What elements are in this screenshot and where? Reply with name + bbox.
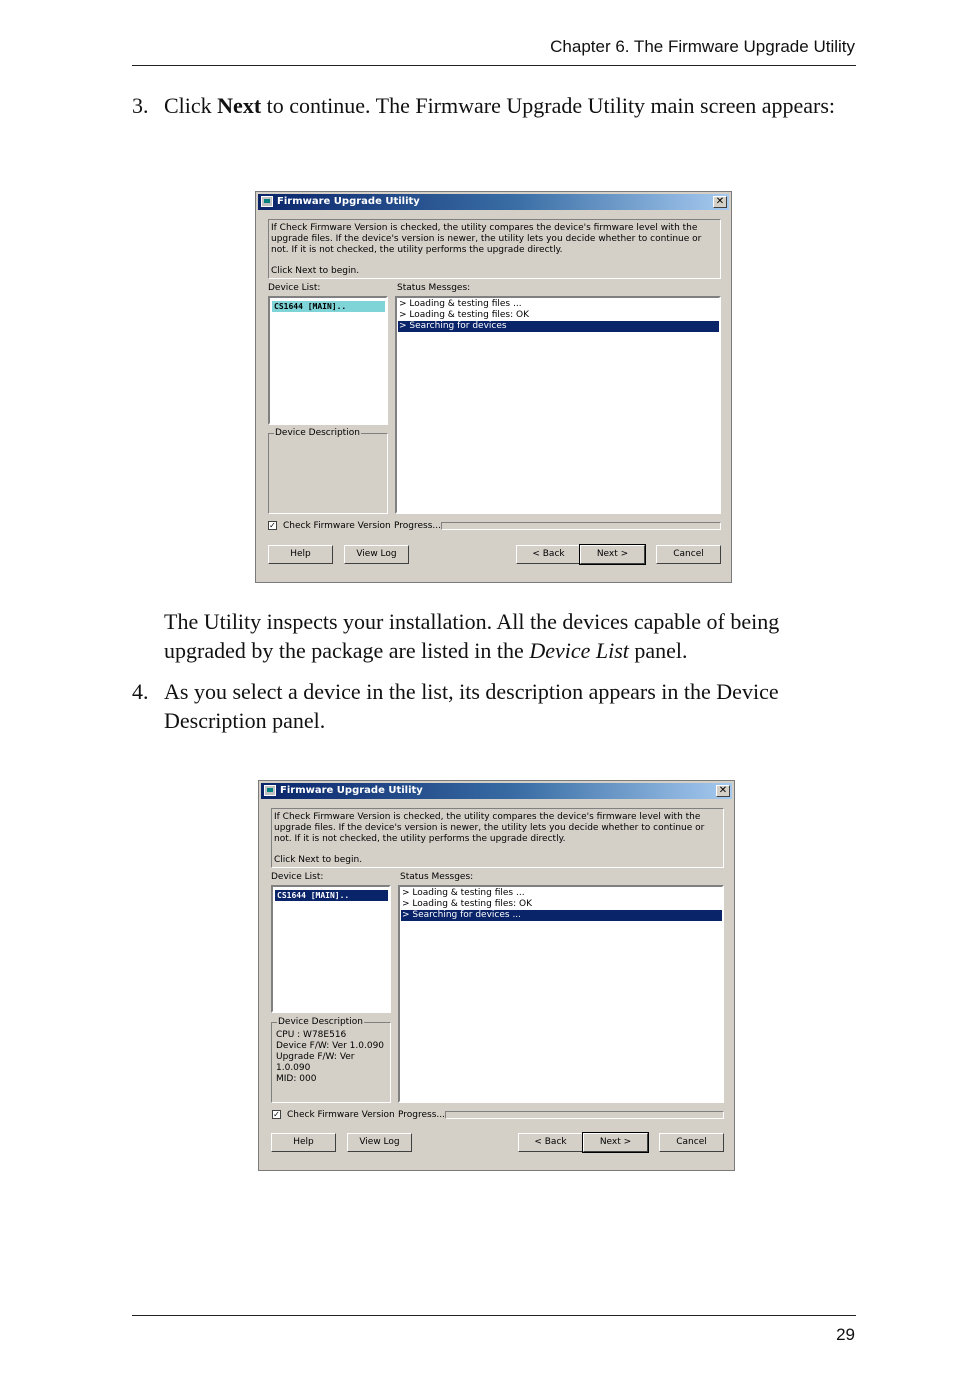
cancel-button[interactable]: Cancel (656, 545, 721, 564)
device-item[interactable]: CS1644 [MAIN].. (275, 890, 388, 901)
progress-label: Progress... (394, 521, 441, 531)
description-line: CPU : W78E516 (276, 1030, 347, 1040)
progress-bar (445, 1111, 724, 1119)
step-3-post: to continue. The Firmware Upgrade Utility main screen appears: (261, 93, 836, 118)
status-messages-list[interactable] (395, 296, 721, 514)
firmware-dialog-2 (258, 780, 735, 1171)
device-description-text (276, 1030, 390, 1085)
status-message: > Loading & testing files: OK (402, 899, 532, 909)
title-bar (258, 194, 729, 210)
step-3-pre: Click (164, 93, 218, 118)
cancel-button[interactable]: Cancel (659, 1133, 724, 1152)
progress-label: Progress... (398, 1110, 445, 1120)
app-icon (264, 785, 276, 796)
device-description-label: Device Description (275, 428, 360, 438)
back-button[interactable]: < Back (516, 545, 581, 564)
check-firmware-label: Check Firmware Version (287, 1110, 395, 1120)
device-description-group (268, 428, 388, 514)
footer-rule (132, 1315, 856, 1316)
step-number: 3. (132, 93, 149, 118)
running-header: Chapter 6. The Firmware Upgrade Utility (550, 37, 855, 56)
check-firmware-label: Check Firmware Version (283, 521, 391, 531)
step-4-text: As you select a device in the list, its description appears in the Device Description panel. (164, 679, 779, 733)
device-list-term: Device List (529, 638, 629, 663)
dialog-title: Firmware Upgrade Utility (280, 785, 423, 796)
status-messages-label: Status Messges: (397, 283, 471, 293)
app-icon (261, 196, 273, 207)
device-list-label: Device List: (271, 872, 324, 882)
status-message: > Loading & testing files ... (402, 888, 525, 898)
status-message: > Searching for devices ... (401, 910, 722, 921)
inspect-paragraph (164, 607, 844, 665)
device-list-label: Device List: (268, 283, 321, 293)
description-line: Device F/W: Ver 1.0.090 (276, 1041, 385, 1051)
inspect-post: panel. (628, 638, 688, 663)
next-button[interactable]: Next > (580, 545, 645, 564)
description-line: MID: 000 (276, 1074, 317, 1084)
device-description-group (271, 1017, 391, 1103)
title-bar (261, 783, 732, 799)
view-log-button[interactable]: View Log (344, 545, 409, 564)
device-item[interactable]: CS1644 [MAIN].. (272, 301, 385, 312)
dialog-title: Firmware Upgrade Utility (277, 196, 420, 207)
page-number: 29 (836, 1325, 855, 1344)
step-number: 4. (132, 679, 149, 704)
info-box (268, 219, 721, 279)
check-firmware-checkbox[interactable]: ✓ (269, 521, 276, 530)
step-3-bold: Next (217, 93, 262, 118)
close-icon[interactable]: ✕ (713, 196, 727, 208)
close-icon[interactable]: ✕ (716, 785, 730, 797)
header-rule (132, 65, 856, 66)
progress-bar (441, 522, 721, 530)
device-list[interactable] (268, 296, 388, 425)
device-list[interactable] (271, 885, 391, 1013)
click-next-text: Click Next to begin. (274, 855, 363, 865)
step-3-text (164, 91, 844, 120)
device-description-label: Device Description (278, 1017, 363, 1027)
status-message: > Loading & testing files ... (399, 299, 522, 309)
view-log-button[interactable]: View Log (347, 1133, 412, 1152)
inspect-pre: The Utility inspects your installation. All the devices capable of being upgraded by the package are listed in the (164, 609, 780, 663)
info-text: If Check Firmware Version is checked, the utility compares the device's firmware level with the upgrade files. If the device's version is newer, the utility lets you decide whether to continue or not. If it is not checked, the utility performs the upgrade directly. (271, 223, 702, 255)
info-box (271, 808, 724, 868)
info-text: If Check Firmware Version is checked, the utility compares the device's firmware level with the upgrade files. If the device's version is newer, the utility lets you decide whether to continue or not. If it is not checked, the utility performs the upgrade directly. (274, 812, 705, 844)
next-button[interactable]: Next > (583, 1133, 648, 1152)
status-message: > Loading & testing files: OK (399, 310, 529, 320)
description-line: Upgrade F/W: Ver 1.0.090 (276, 1052, 355, 1073)
back-button[interactable]: < Back (518, 1133, 583, 1152)
status-messages-list[interactable] (398, 885, 724, 1103)
status-message: > Searching for devices (398, 321, 719, 332)
firmware-dialog-1 (255, 191, 732, 583)
check-firmware-checkbox[interactable]: ✓ (273, 1110, 280, 1119)
click-next-text: Click Next to begin. (271, 266, 360, 276)
help-button[interactable]: Help (268, 545, 333, 564)
help-button[interactable]: Help (271, 1133, 336, 1152)
status-messages-label: Status Messges: (400, 872, 474, 882)
